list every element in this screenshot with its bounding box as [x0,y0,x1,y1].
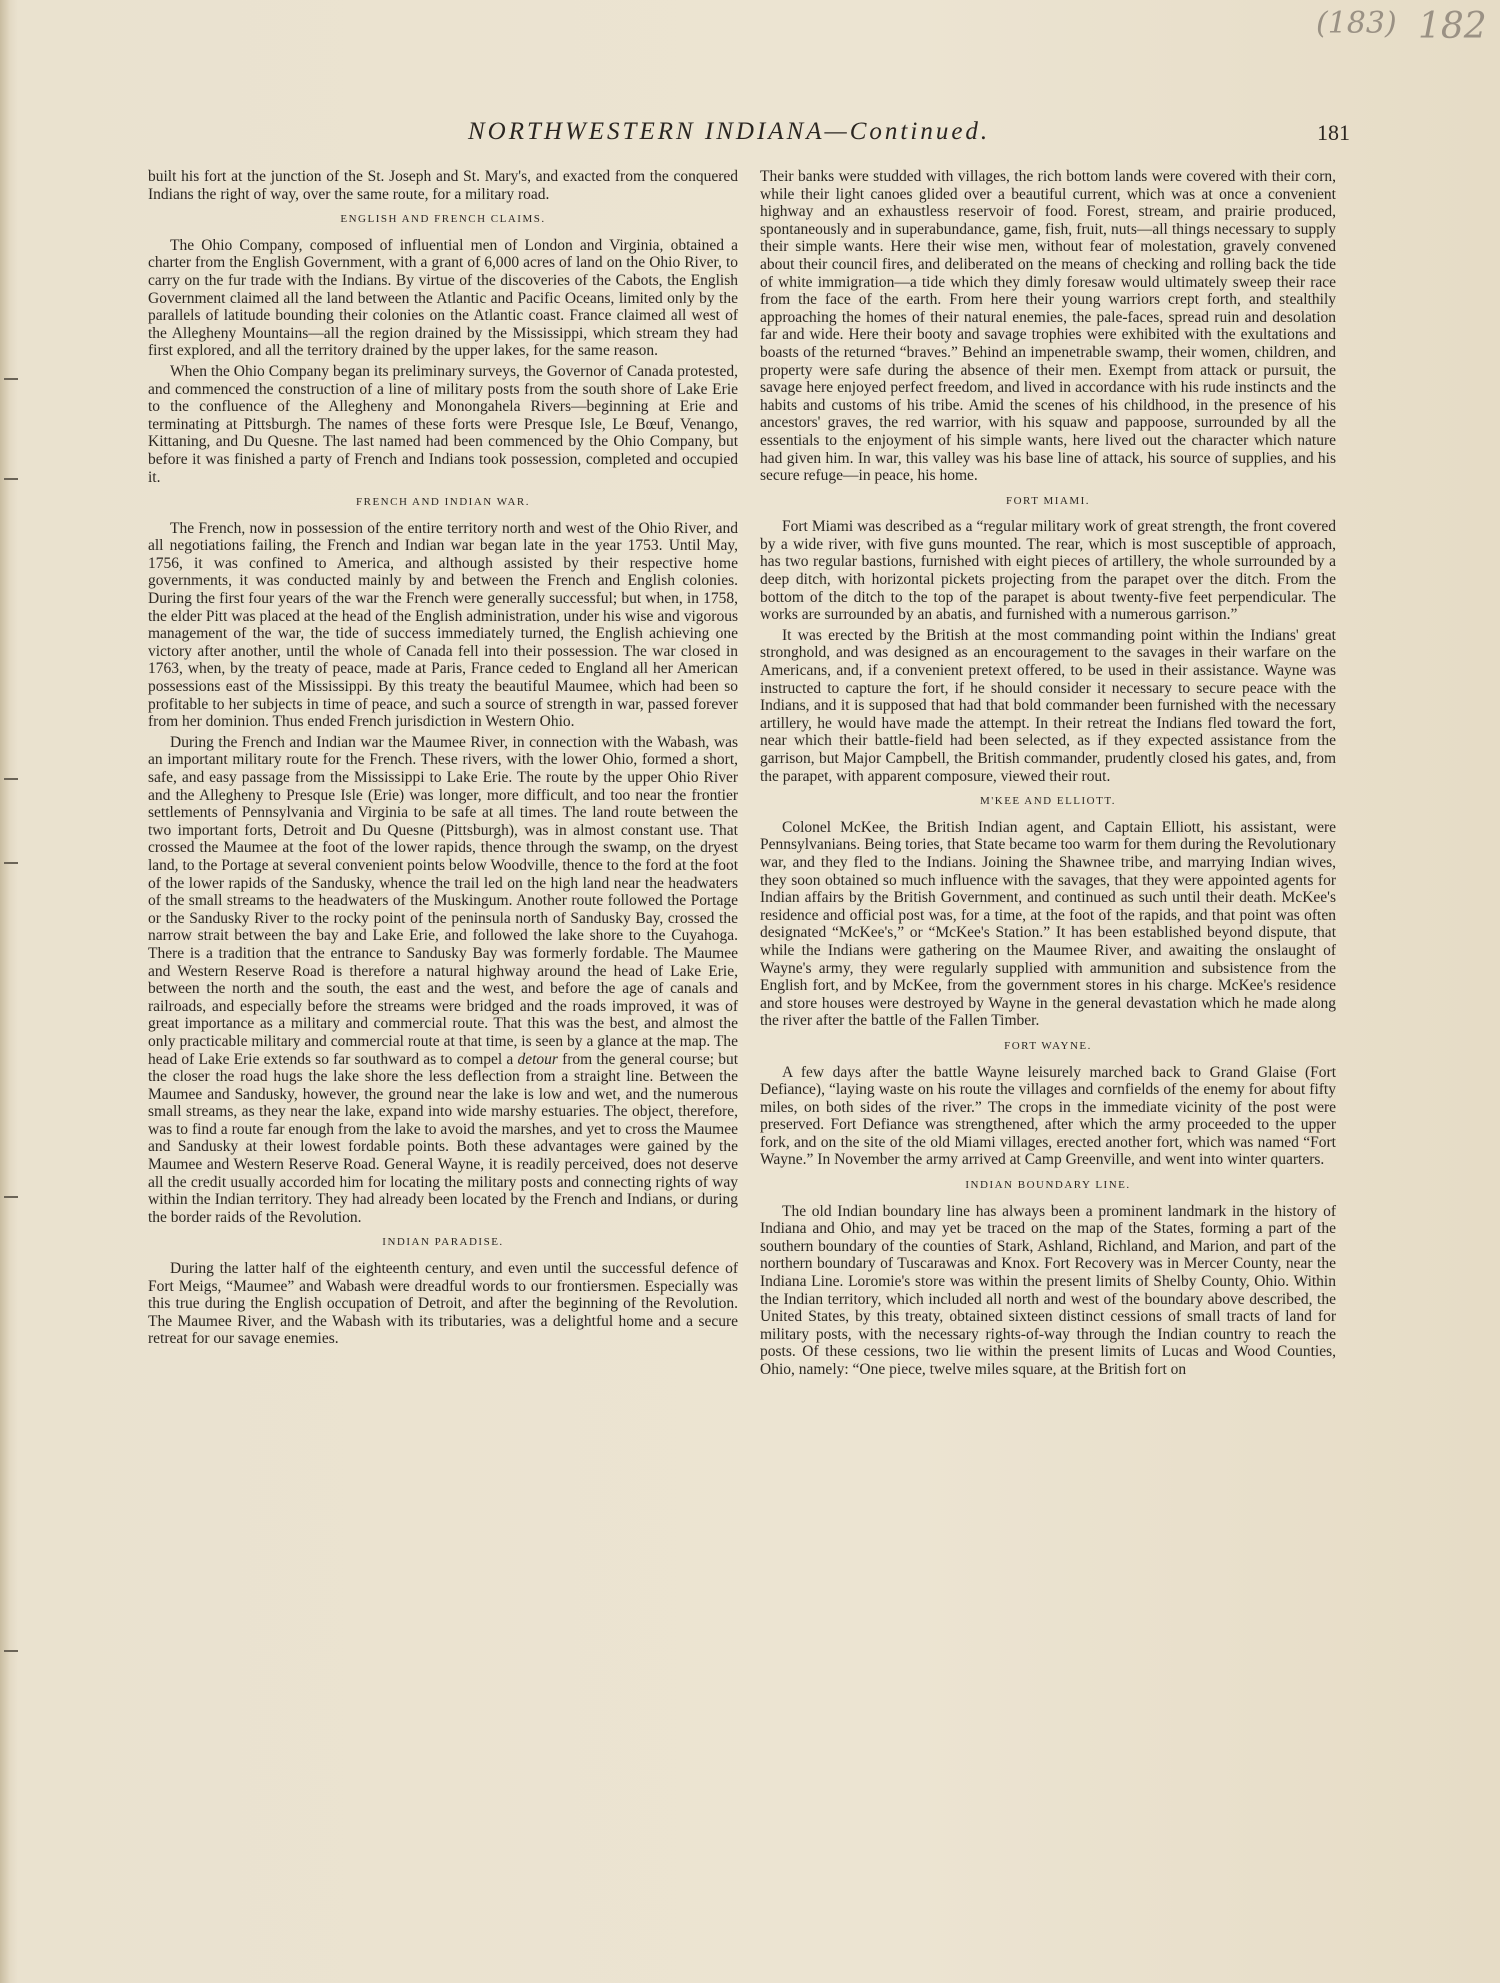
italic-word: detour [517,1050,558,1068]
paragraph: built his fort at the junction of the St. Joseph and St. Mary's, and exacted from the conquered Indians the right of way, over the same route, for a military road. [148,168,738,203]
paragraph: Colonel McKee, the British Indian agent, and Captain Elliott, his assistant, were Pennsylvanians. Being tories, that State became too warm for them during the Revolutionary war, and they fled to the Indians. Joining the Shawnee tribe, and marrying Indian wives, they soon obtained so much influence with the savages, that they were appointed agents for Indian affairs by the British Government, and continued as such until their death. McKee's residence and official post was, for a time, at the foot of the rapids, and that point was often designated “McKee's,” or “McKee's Station.” It has been established beyond dispute, that while the Indians were gathering on the Maumee River, and awaiting the onslaught of Wayne's army, they were regularly supplied with ammunition and subsistence from the English fort, and by McKee, from the government stores in his charge. McKee's residence and store houses were destroyed by Wayne in the general devastation which he made along the river after the battle of the Fallen Timber. [760,818,1336,1030]
margin-marks [0,0,30,1983]
section-heading: INDIAN BOUNDARY LINE. [965,1179,1131,1192]
section-heading: M'KEE AND ELLIOTT. [979,795,1116,808]
paragraph: The French, now in possession of the entire territory north and west of the Ohio River, and all negotiations failing, the French and Indian war began late in the year 1753. Until May, 1756, it was confined to America, and although assisted by their respective home governments, it was conducted mainly by and between the French and English colonies. During the first four years of the war the French were generally successful; but when, in 1758, the elder Pitt was placed at the head of the English administration, under his wise and vigorous management of the war, the tide of success immediately turned, the English achieving one victory after another, until the whole of Canada fell into their possession. The war closed in 1763, when, by the treaty of peace, made at Paris, France ceded to England all her American possessions east of the Mississippi. By this treaty the beautiful Maumee, which had been so profitable to her subjects in time of peace, and such a source of strength in war, passed forever from her dominion. Thus ended French jurisdiction in Western Ohio. [148,519,738,731]
section-heading: FORT MIAMI. [1005,494,1091,507]
margin-mark [4,1650,18,1652]
section-heading: FORT WAYNE. [1004,1039,1092,1052]
left-column [148,168,738,1351]
section-heading: ENGLISH AND FRENCH CLAIMS. [340,213,546,226]
page-number: 181 [1317,120,1350,145]
right-column [760,168,1336,1382]
paragraph: It was erected by the British at the most commanding point within the Indians' great stronghold, and was designed as an encouragement to the savages in their warfare on the Americans, and, if a convenient pretext offered, to be used in their assistance. Wayne was instructed to capture the fort, if he should consider it necessary to secure peace with the Indians, and it is supposed that had that bold commander been furnished with the necessary artillery, he would have made the attempt. In their retreat the Indians fled toward the fort, near which their battle-field had been selected, as if they expected assistance from the garrison, but Major Campbell, the British commander, prudently closed his gates, and, from the parapet, with apparent composure, viewed their rout. [760,626,1336,785]
pencil-annotation-right: 182 [1418,6,1487,47]
margin-mark [4,1196,18,1198]
pencil-annotation-left: (183) [1316,6,1397,41]
page-header [150,118,1350,158]
running-title: NORTHWESTERN INDIANA—Continued. [468,118,991,145]
paragraph: The old Indian boundary line has always been a prominent landmark in the history of Indiana and Ohio, and may yet be traced on the map of the States, forming a part of the southern boundary of the counties of Stark, Ashland, Richland, and Marion, and part of the northern boundary of Tuscarawas and Knox. Fort Recovery was in Mercer County, near the Indiana Line. Loromie's store was within the present limits of Shelby County, Ohio. Within the Indian territory, which included all north and west of the boundary above described, the United States, by this treaty, obtained sixteen distinct cessions of small tracts of land for military posts, with the necessary rights-of-way through the Indian country to reach the posts. Of these cessions, two lie within the present limits of Lucas and Wood Counties, Ohio, namely: “One piece, twelve miles square, at the British fort on [760,1202,1336,1378]
margin-mark [4,778,18,780]
margin-mark [4,862,18,864]
paragraph: A few days after the battle Wayne leisurely marched back to Grand Glaise (Fort Defiance), “laying waste on his route the villages and cornfields of the enemy for about fifty miles, on both sides of the river.” The crops in the immediate vicinity of the post were preserved. Fort Defiance was strengthened, after which the army proceeded to the upper fork, and on the site of the old Miami villages, erected another fort, which was named “Fort Wayne.” In November the army arrived at Camp Greenville, and went into winter quarters. [760,1063,1336,1169]
paragraph-text: During the French and Indian war the Maumee River, in connection with the Wabash, was an important military route for the French. These rivers, with the lower Ohio, formed a short, safe, and easy passage from the Mississippi to Lake Erie. The route by the upper Ohio River and the Allegheny to Presque Isle (Erie) was longer, more difficult, and too near the frontier settlements of Pennsylvania and Virginia to be safe at all times. The land route between the two important forts, Detroit and Du Quesne (Pittsburgh), was in almost constant use. That crossed the Maumee at the foot of the lower rapids, thence through the swamp, on the dryest land, to the Portage at several convenient points below Woodville, thence to the ford at the foot of the lower rapids of the Sandusky, whence the trail led on the high land near the headwaters of the small streams to the headwaters of the Muskingum. Another route followed the Portage or the Sandusky River to the rocky point of the peninsula north of Sandusky Bay, crossed the narrow strait between the bay and Lake Erie, and followed the lake shore to the Cuyahoga. There is a tradition that the entrance to Sandusky Bay was formerly fordable. The Maumee and Western Reserve Road is therefore a natural highway around the head of Lake Erie, between the north and the south, the east and the west, and before the age of canals and railroads, and especially before the streams were bridged and the roads improved, it was of great importance as a military and commercial route. That this was the best, and almost the only practicable military and commercial route at that time, is seen by a glance at the map. The head of Lake Erie extends so far southward as to compel a [148,733,738,1068]
paragraph: During the latter half of the eighteenth century, and even until the successful defence of Fort Meigs, “Maumee” and Wabash were dreadful words to our frontiersmen. Especially was this true during the English occupation of Detroit, and after the beginning of the Revolution. The Maumee River, and the Wabash with its tributaries, was a delightful home and a secure retreat for our savage enemies. [148,1260,738,1348]
paragraph: When the Ohio Company began its preliminary surveys, the Governor of Canada protested, and commenced the construction of a line of military posts from the south shore of Lake Erie to the confluence of the Allegheny and Monongahela Rivers—beginning at Erie and terminating at Pittsburgh. The names of these forts were Presque Isle, Le Bœuf, Venango, Kittaning, and Du Quesne. The last named had been commenced by the Ohio Company, but before it was finished a party of French and Indians took possession, completed and occupied it. [148,362,738,486]
margin-mark [4,478,18,480]
paragraph-text: from the general course; but the closer the road hugs the lake shore the less deflection from a straight line. Between the Maumee and Sandusky, however, the ground near the lake is low and wet, and the numerous small streams, as they near the lake, expand into wide marshy estuaries. The object, therefore, was to find a route far enough from the lake to avoid the marshes, and yet to cross the Maumee and Sandusky at their lowest fordable points. Both these advantages were gained by the Maumee and Western Reserve Road. General Wayne, it is readily perceived, does not deserve all the credit usually accorded him for locating the military posts and connecting rights of way within the Indian territory. They had already been located by the French and Indians, or during the border raids of the Revolution. [148,1050,739,1226]
paragraph: Fort Miami was described as a “regular military work of great strength, the front covered by a wide river, with five guns mounted. The rear, which is most susceptible of approach, has two regular bastions, furnished with eight pieces of artillery, the whole surrounded by a deep ditch, with horizontal pickets projecting from the parapet over the ditch. From the bottom of the ditch to the top of the parapet is about twenty-five feet perpendicular. The works are surrounded by an abatis, and furnished with a numerous garrison.” [760,518,1336,624]
paragraph [148,734,738,1227]
paragraph: The Ohio Company, composed of influential men of London and Virginia, obtained a charter from the English Government, with a grant of 6,000 acres of land on the Ohio River, to carry on the fur trade with the Indians. By virtue of the discoveries of the Cabots, the English Government claimed all the land between the Atlantic and Pacific Oceans, limited only by the parallels of latitude bounding their colonies on the Atlantic coast. France claimed all west of the Allegheny Mountains—all the region drained by the Mississippi, which stream they had first explored, and all the territory drained by the upper lakes, for the same reason. [148,236,738,360]
margin-mark [4,378,18,380]
section-heading: INDIAN PARADISE. [382,1236,504,1249]
paragraph: Their banks were studded with villages, the rich bottom lands were covered with their corn, while their light canoes glided over a beautiful current, which was at once a convenient highway and an exhaustless reservoir of food. Forest, stream, and prairie produced, spontaneously and in superabundance, game, fish, fruit, nuts—all things necessary to supply their simple wants. Here their wise men, without fear of molestation, gravely convened about their council fires, and deliberated on the means of checking and rolling back the tide of white immigration—a tide which they dimly foresaw would ultimately sweep their race from the face of the earth. From here their young warriors crept forth, and stealthily approaching the homes of their natural enemies, the pale-faces, spread ruin and desolation far and wide. Here their booty and savage trophies were exhibited with the exultations and boasts of the returned “braves.” Behind an impenetrable swamp, their women, children, and property were safe during the absence of their men. Exempt from attack or pursuit, the savage here enjoyed perfect freedom, and lived in accordance with his rude instincts and the habits and customs of his tribe. Amid the scenes of his childhood, in the presence of his ancestors' graves, the red warrior, with his squaw and pappoose, surrounded by all the essentials to the enjoyment of his simple wants, here lived out the character which nature had given him. In war, this valley was his base line of attack, his source of supplies, and his secure refuge—in peace, his home. [760,168,1336,485]
section-heading: FRENCH AND INDIAN WAR. [356,496,530,509]
